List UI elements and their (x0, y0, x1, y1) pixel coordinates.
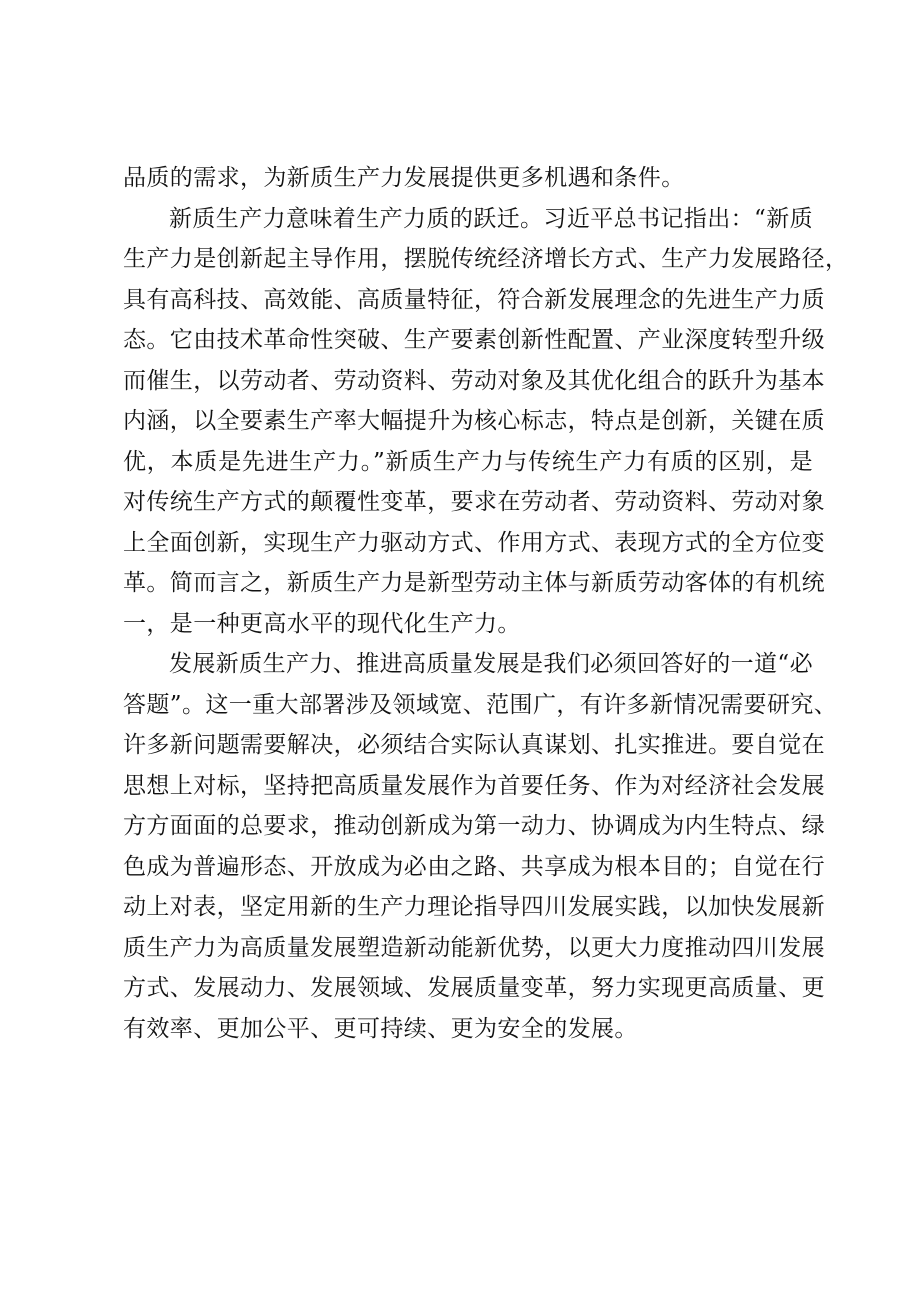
body-text (123, 158, 849, 1049)
text-line: 方式、发展动力、发展领域、发展质量变革，努力实现更高质量、更 (123, 975, 825, 1001)
text-line: 内涵，以全要素生产率大幅提升为核心标志，特点是创新，关键在质 (123, 408, 825, 434)
text-line: 动上对表，坚定用新的生产力理论指导四川发展实践，以加快发展新 (123, 894, 825, 920)
text-line: 品质的需求，为新质生产力发展提供更多机遇和条件。 (123, 165, 685, 191)
text-line: 许多新问题需要解决，必须结合实际认真谋划、扎实推进。要自觉在 (123, 732, 825, 758)
text-line: 态。它由技术革命性突破、生产要素创新性配置、产业深度转型升级 (123, 327, 825, 353)
text-line: 新质生产力意味着生产力质的跃迁。习近平总书记指出：“新质 (169, 205, 813, 232)
text-line: 具有高科技、高效能、高质量特征，符合新发展理念的先进生产力质 (123, 286, 825, 313)
text-line: 优，本质是先进生产力。”新质生产力与传统生产力有质的区别，是 (123, 448, 813, 475)
text-line: 色成为普遍形态、开放成为必由之路、共享成为根本目的；自觉在行 (123, 853, 825, 880)
text-line: 发展新质生产力、推进高质量发展是我们必须回答好的一道“必 (169, 651, 813, 677)
text-line: 有效率、更加公平、更可持续、更为安全的发展。 (123, 1015, 638, 1042)
text-line: 而催生，以劳动者、劳动资料、劳动对象及其优化组合的跃升为基本 (123, 367, 825, 394)
text-line: 对传统生产方式的颠覆性变革，要求在劳动者、劳动资料、劳动对象 (123, 489, 825, 515)
text-line: 答题”。这一重大部署涉及领域宽、范围广，有许多新情况需要研究、 (123, 691, 838, 718)
text-line: 革。简而言之，新质生产力是新型劳动主体与新质劳动客体的有机统 (123, 570, 825, 596)
text-line: 方方面面的总要求，推动创新成为第一动力、协调成为内生特点、绿 (123, 813, 825, 839)
text-line: 上全面创新，实现生产力驱动方式、作用方式、表现方式的全方位变 (123, 529, 825, 556)
text-line: 一，是一种更高水平的现代化生产力。 (123, 610, 521, 637)
text-line: 生产力是创新起主导作用，摆脱传统经济增长方式、生产力发展路径， (123, 246, 849, 272)
text-line: 质生产力为高质量发展塑造新动能新优势，以更大力度推动四川发展 (123, 934, 825, 961)
text-line: 思想上对标，坚持把高质量发展作为首要任务、作为对经济社会发展 (123, 772, 825, 799)
